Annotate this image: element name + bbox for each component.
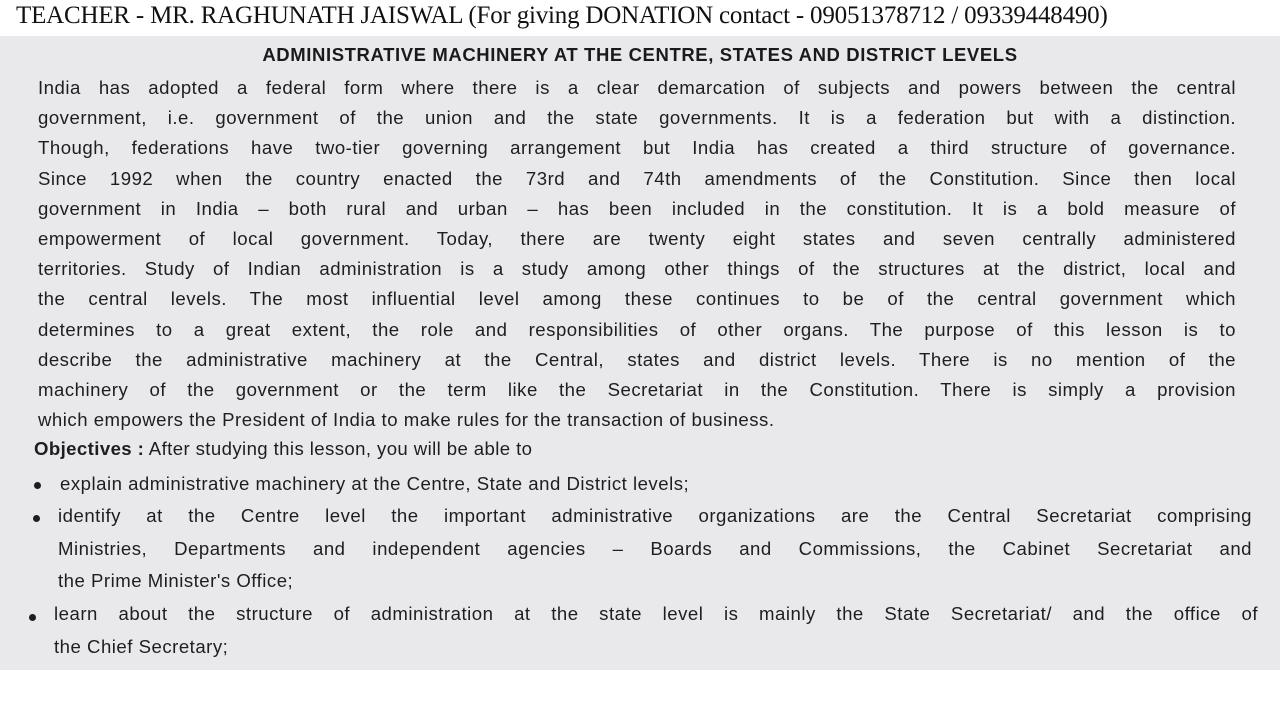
objective-line: learn about the structure of administration at the state level is mainly the State Secretariat/ and the office of [54, 603, 1258, 624]
banner-text: TEACHER - MR. RAGHUNATH JAISWAL (For giving DONATION contact - 09051378712 / 09339448490) [16, 2, 1108, 29]
page-title: ADMINISTRATIVE MACHINERY AT THE CENTRE, STATES AND DISTRICT LEVELS [262, 44, 1018, 65]
paragraph-line: government, i.e. government of the union and the state governments. It is a federation but with a distinction. [38, 107, 1236, 129]
paragraph-line: determines to a great extent, the role and responsibilities of other organs. The purpose of this lesson is to [38, 318, 1236, 340]
paragraph-line: which empowers the President of India to make rules for the transaction of business. [38, 409, 775, 431]
objective-item [58, 500, 1252, 598]
paragraph-line: India has adopted a federal form where there is a clear demarcation of subjects and powers between the central [38, 77, 1236, 98]
objective-line: the Prime Minister's Office; [58, 570, 294, 591]
bullet-dot [29, 614, 36, 621]
objectives-heading [34, 438, 532, 460]
paragraph-line: the central levels. The most influential level among these continues to be of the central government which [38, 288, 1236, 310]
objectives-label: Objectives : [34, 438, 145, 459]
paragraph-line: government in India – both rural and urban – has been included in the constitution. It is a bold measure of [38, 197, 1236, 219]
paragraph-line: machinery of the government or the term like the Secretariat in the Constitution. There is simply a provision [38, 378, 1236, 400]
document-page [0, 36, 1280, 670]
intro-paragraph [38, 73, 1236, 435]
objective-item [60, 468, 1250, 501]
paragraph-line: territories. Study of Indian administration is a study among other things of the structures at the district, local and [38, 258, 1236, 280]
paragraph-line: Since 1992 when the country enacted the 73rd and 74th amendments of the Constitution. Since then local [38, 167, 1236, 189]
bullet-dot [34, 482, 41, 489]
objective-line: the Chief Secretary; [54, 635, 229, 657]
paragraph-line: describe the administrative machinery at the Central, states and district levels. There is no mention of the [38, 348, 1236, 370]
objective-line: explain administrative machinery at the Centre, State and District levels; [60, 473, 690, 494]
objectives-intro: After studying this lesson, you will be able to [148, 438, 533, 459]
top-banner [0, 0, 1280, 36]
bottom-margin [0, 670, 1280, 720]
bullet-dot [33, 515, 40, 522]
objective-line: identify at the Centre level the important administrative organizations are the Central Secretariat comprising [58, 505, 1252, 526]
objective-line: Ministries, Departments and independent agencies – Boards and Commissions, the Cabinet Secretariat and [58, 537, 1252, 559]
objective-item [54, 598, 1258, 663]
paragraph-line: Though, federations have two-tier governing arrangement but India has created a third structure of governance. [38, 137, 1236, 159]
paragraph-line: empowerment of local government. Today, there are twenty eight states and seven centrally administered [38, 227, 1236, 249]
